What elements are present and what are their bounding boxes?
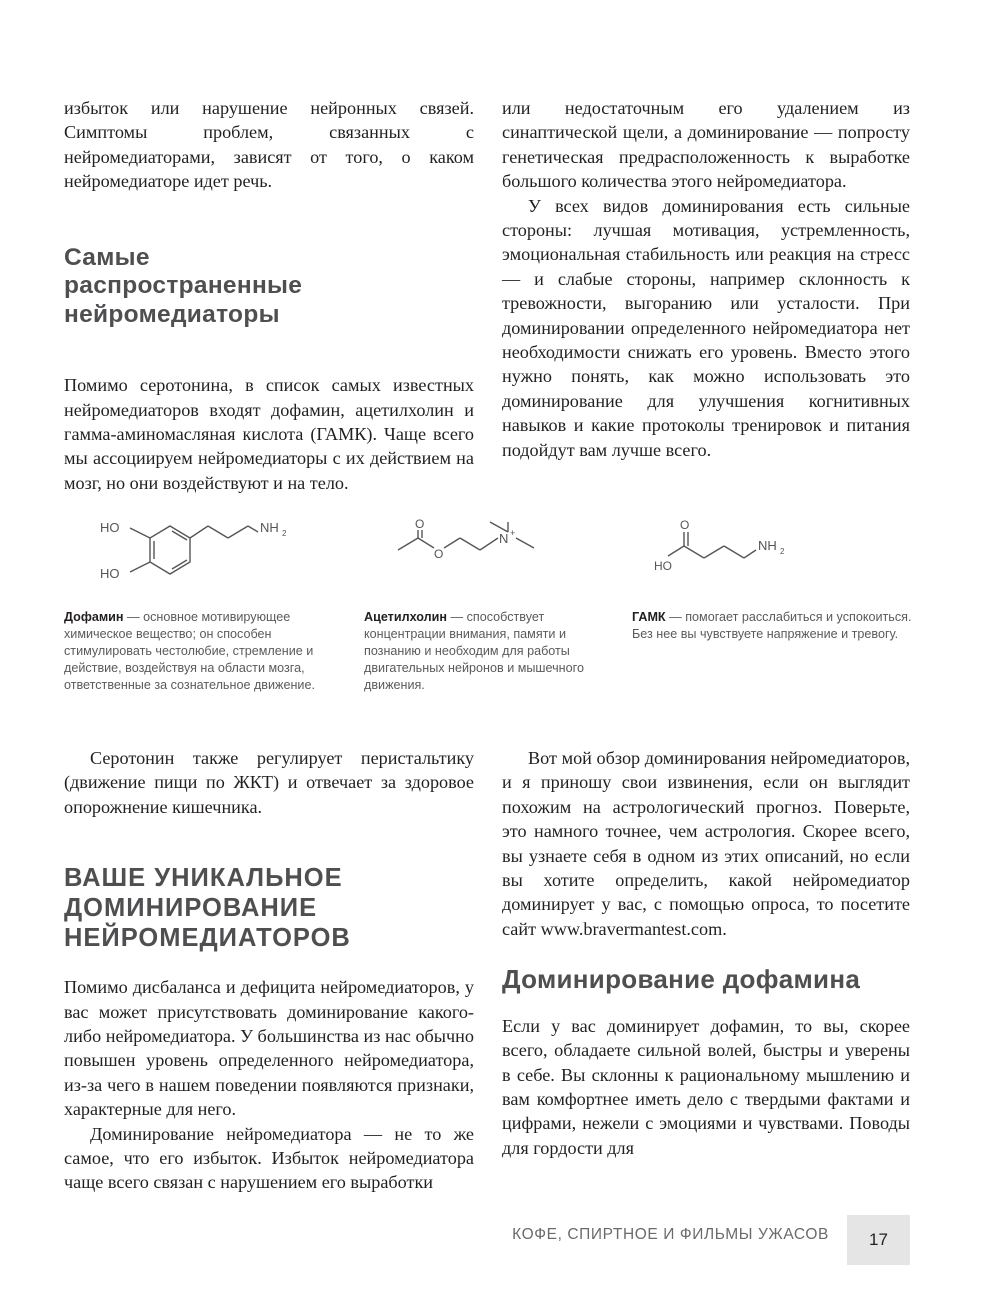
acetylcholine-structure-diagram (364, 508, 564, 594)
dopamine-structure-diagram (64, 508, 294, 594)
acetylcholine-plus-label: + (510, 528, 516, 538)
molecule-acetylcholine (364, 508, 619, 694)
section-heading-dopamine-dominance: Доминирование дофамина (502, 964, 861, 995)
acetylcholine-name: Ацетилхолин (364, 610, 448, 624)
dopamine-name: Дофамин (64, 610, 124, 624)
gaba-structure-diagram (632, 508, 822, 594)
continuation-paragraph: избыток или нарушение нейронных связей. Симптомы проблем, связанных с нейромедиаторами, зависят от того, о каком нейромедиаторе идет речь. (64, 98, 474, 192)
page-number: 17 (847, 1215, 910, 1265)
neurotransmitters-intro-paragraph: Помимо серотонина, в список самых известных нейромедиаторов входят дофамин, ацетилхолин и гамма-аминомасляная кислота (ГАМК). Чаще всего мы ассоциируем нейромедиаторы с их действием на мозг, но они воздействуют и на тело. (64, 375, 474, 493)
dominance-strengths-paragraph: У всех видов доминирования есть сильные стороны: лучшая мотивация, устремленность, эмоциональная стабильность или реакция на стресс — и слабые стороны, например склонность к тревожности, выгоранию или усталости. При доминировании определенного нейромедиатора нет необходимости снижать его уровень. Вместо этого нужно понять, как можно использовать это доминирование для улучшения когнитивных навыков и какие протоколы тренировок и питания подойдут вам лучше всего. (502, 195, 910, 460)
dopamine-ho-label-bottom: HO (100, 566, 120, 581)
gaba-description: — помогает расслабиться и успокоиться. Без нее вы чувствуете напряжение и тревогу. (632, 610, 912, 641)
acetylcholine-o-mid-label: O (434, 547, 444, 561)
dominance-vs-excess-paragraph: Доминирование нейромедиатора — не то же самое, что его избыток. Избыток нейромедиатора чаще всего связан с нарушением его выработки (64, 1123, 474, 1193)
section-heading-unique-dominance: ВАШЕ УНИКАЛЬНОЕ ДОМИНИРОВАНИЕ НЕЙРОМЕДИАТОРОВ (64, 864, 351, 953)
acetylcholine-caption (364, 609, 619, 694)
molecule-dopamine (64, 508, 354, 694)
dopamine-caption (64, 609, 354, 694)
dopamine-nh-label: NH (260, 520, 279, 535)
molecule-gaba (632, 508, 912, 643)
right-column-bottom (502, 746, 910, 1160)
gaba-caption (632, 609, 912, 643)
section-heading-common-neurotransmitters: Самые распространенные нейромедиаторы (64, 243, 303, 328)
dopamine-description: — основное мотивирующее химическое вещество; он способен стимулировать честолюбие, стремление и действие, воздействуя на области мозга, ответственные за сознательное движение. (64, 610, 315, 692)
overview-paragraph: Вот мой обзор доминирования нейромедиаторов, и я приношу свои извинения, если он выглядит похожим на астрологический прогноз. Поверьте, это намного точнее, чем астрология. Скорее всего, вы узнаете себя в одном из этих описаний, но если вы хотите определить, какой нейромедиатор доминирует у вас, с помощью опроса, то посетите сайт www.bravermantest.com. (502, 748, 910, 939)
dopamine-ho-label-top: HO (100, 520, 120, 535)
serotonin-peristalsis-paragraph: Серотонин также регулирует перистальтику (движение пищи по ЖКТ) и отвечает за здоровое опорожнение кишечника. (64, 748, 474, 817)
acetylcholine-n-label: N (499, 531, 509, 546)
dopamine-dominance-paragraph: Если у вас доминирует дофамин, то вы, скорее всего, обладаете сильной волей, быстры и уверены в себе. Вы склонны к рациональному мышлению и вам комфортнее иметь дело с твердыми фактами и цифрами, нежели с эмоциями и чувствами. Поводы для гордости для (502, 1015, 910, 1158)
acetylcholine-description: — способствует концентрации внимания, памяти и познанию и необходим для работы двигательных нейронов и мышечного движения. (364, 610, 584, 692)
left-column-bottom (64, 746, 474, 1195)
gaba-subscript: 2 (780, 547, 785, 556)
gaba-nh-label: NH (758, 538, 777, 553)
gaba-o-label: O (680, 518, 690, 532)
running-footer-title: КОФЕ, СПИРТНОЕ И ФИЛЬМЫ УЖАСОВ (512, 1226, 829, 1243)
left-column-top (64, 96, 474, 495)
dominance-continuation-paragraph: или недостаточным его удалением из синаптической щели, а доминирование — попросту генетическая предрасположенность к выработке большого количества этого нейромедиатора. (502, 98, 910, 192)
acetylcholine-o-top-label: O (415, 517, 425, 531)
right-column-top (502, 96, 910, 462)
gaba-name: ГАМК (632, 610, 666, 624)
dominance-intro-paragraph: Помимо дисбаланса и дефицита нейромедиаторов, у вас может присутствовать доминирование какого-либо нейромедиатора. У большинства из нас обычно повышен уровень определенного нейромедиатора, из-за чего в нашем поведении появляются признаки, характерные для него. (64, 977, 474, 1120)
gaba-ho-label: HO (654, 559, 672, 573)
dopamine-subscript: 2 (282, 529, 287, 538)
